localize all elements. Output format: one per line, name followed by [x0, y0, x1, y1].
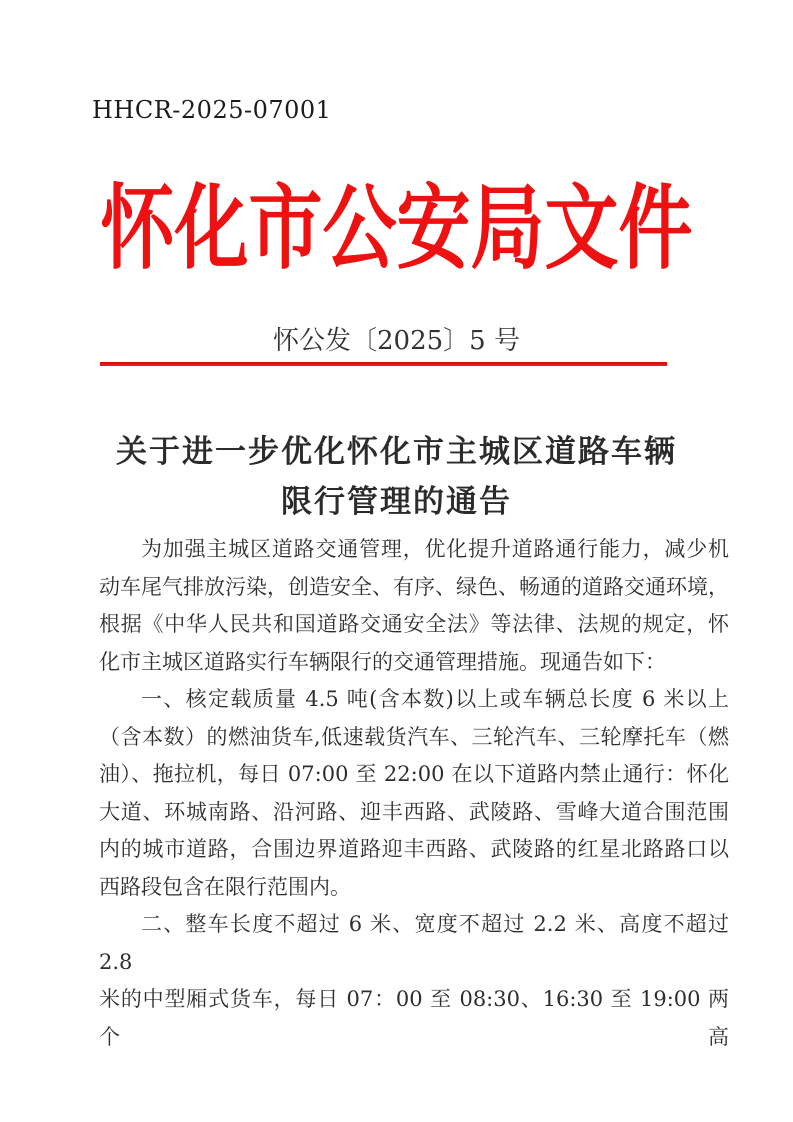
document-body — [99, 531, 729, 1056]
body-line: 为加强主城区道路交通管理，优化提升道路通行能力，减少机 — [141, 537, 729, 561]
red-divider — [100, 362, 667, 366]
doc-number: 怀公发〔2025〕5 号 — [273, 326, 520, 356]
body-line: 西路段包含在限行范围内。 — [99, 874, 351, 899]
body-line: （含本数）的燃油货车,低速载货汽车、三轮汽车、三轮摩托车（燃 — [99, 724, 729, 749]
body-line: 根据《中华人民共和国道路交通安全法》等法律、法规的规定，怀 — [99, 612, 729, 636]
body-line: 大道、环城南路、沿河路、迎丰西路、武陵路、雪峰大道合围范围 — [99, 799, 729, 824]
body-line: 油）、拖拉机，每日 07:00 至 22:00 在以下道路内禁止通行：怀化 — [99, 762, 729, 786]
body-line: 米的中型厢式货车，每日 07：00 至 08:30、16:30 至 19:00 两个高 — [99, 987, 729, 1049]
notice-title-line2: 限行管理的通告 — [281, 484, 512, 519]
body-line: 内的城市道路，合围边界道路迎丰西路、武陵路的红星北路路口以 — [99, 837, 729, 861]
notice-title-line1: 关于进一步优化怀化市主城区道路车辆 — [116, 434, 677, 469]
notice-title — [0, 427, 793, 527]
doc-code: HHCR-2025-07001 — [92, 96, 332, 124]
body-line: 化市主城区道路实行车辆限行的交通管理措施。现通告如下： — [99, 649, 666, 674]
body-line: 一、核定载质量 4.5 吨(含本数)以上或车辆总长度 6 米以上 — [141, 687, 729, 711]
body-line: 二、整车长度不超过 6 米、宽度不超过 2.2 米、高度不超过 2.8 — [99, 912, 729, 974]
body-line: 动车尾气排放污染，创造安全、有序、绿色、畅通的道路交通环境， — [99, 574, 729, 599]
agency-title: 怀化市公安局文件 — [100, 175, 693, 283]
